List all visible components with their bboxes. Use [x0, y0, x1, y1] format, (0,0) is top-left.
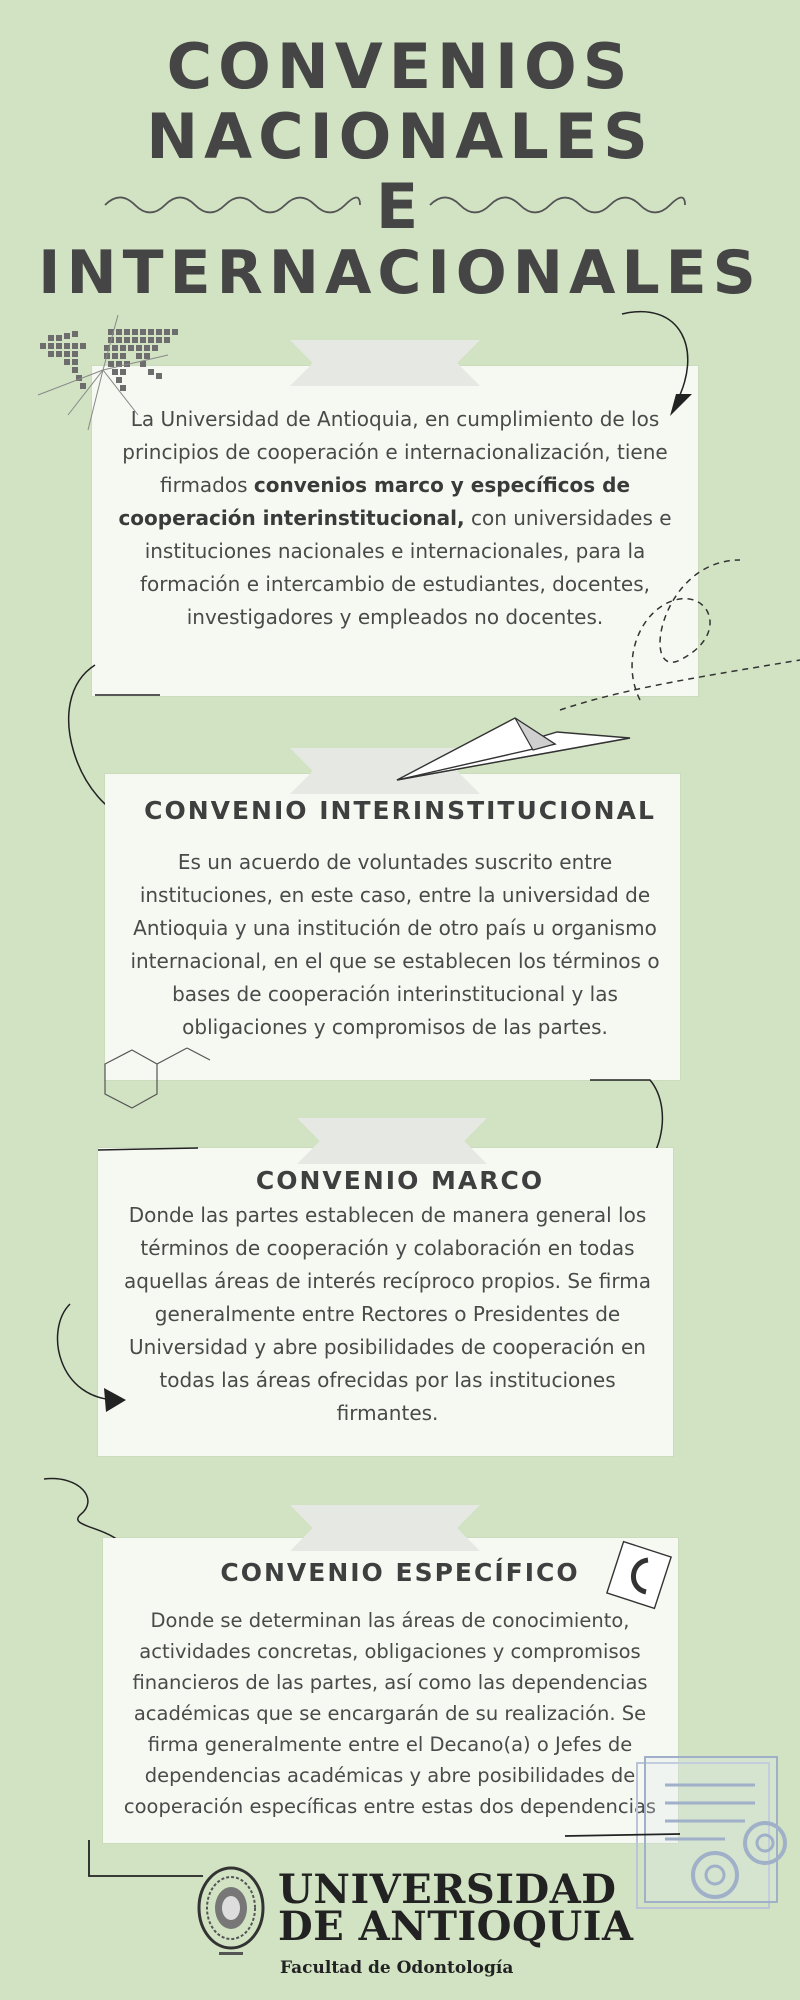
intro-ribbon — [290, 340, 480, 386]
university-seal-icon — [195, 1860, 267, 1964]
dashed-line-right — [560, 660, 800, 720]
title-line-3: E — [375, 170, 425, 243]
especifico-ribbon — [290, 1505, 480, 1551]
bottom-left-bracket-line — [85, 1840, 205, 1880]
especifico-text: Donde se determinan las áreas de conocimiento, actividades concretas, obligaciones y compromisos financieros de las partes, así como las dependencias académicas que se encargarán de su realización. Se firma generalmente entre el Decano(a) o Jefes de dependencias académicas y abre posibilidades de cooperación específicas entre estas dos dependencias — [123, 1609, 657, 1818]
title-line-4: INTERNACIONALES — [38, 238, 762, 308]
paper-plane-icon — [395, 712, 635, 782]
interinstitucional-text: Es un acuerdo de voluntades suscrito entre instituciones, en este caso, entre la universidad de Antioquia y una institución de otro país u organismo internacional, en el que se establecen los términos o bases de cooperación interinstitucional y las obligaciones y compromisos de las partes. — [130, 850, 660, 1039]
logo-faculty: Facultad de Odontología — [280, 1958, 514, 1978]
logo-university-line1: UNIVERSIDAD — [278, 1866, 617, 1913]
intro-text-part2: con universidades e instituciones nacionales e internacionales, para la formación e intercambio de estudiantes, docentes, investigadores y empleados no docentes. — [139, 506, 672, 629]
marco-ribbon — [297, 1118, 487, 1164]
intro-text-part1: La Universidad de Antioquia, en cumplimiento de los principios de cooperación e internacionalización, tiene firmados — [122, 407, 668, 497]
especifico-heading: CONVENIO ESPECÍFICO — [220, 1558, 580, 1587]
intro-text-bold: convenios marco y específicos de cooperación interinstitucional, — [118, 473, 631, 530]
interinstitucional-heading: CONVENIO INTERINSTITUCIONAL — [144, 796, 656, 825]
marco-text: Donde las partes establecen de manera general los términos de cooperación y colaboración en todas aquellas áreas de interés recíproco propios. Se firma generalmente entre Rectores o Presidentes de Universidad y abre posibilidades de cooperación en todas las áreas ofrecidas por las instituciones firmantes. — [124, 1203, 651, 1425]
logo-university-line2: DE ANTIOQUIA — [278, 1903, 634, 1950]
intro-arrow-top-right — [620, 310, 700, 420]
marco-heading: CONVENIO MARCO — [255, 1166, 545, 1195]
title-line-1: CONVENIOS — [166, 30, 634, 103]
intro-text — [118, 403, 672, 634]
bottom-right-line — [565, 1820, 685, 1840]
right-wave-decoration — [430, 190, 685, 220]
hexagon-molecule-icon — [85, 1042, 215, 1122]
marco-corner-line — [98, 1146, 208, 1156]
title-line-2: NACIONALES — [146, 100, 654, 173]
marco-arrow-left — [48, 1300, 138, 1420]
